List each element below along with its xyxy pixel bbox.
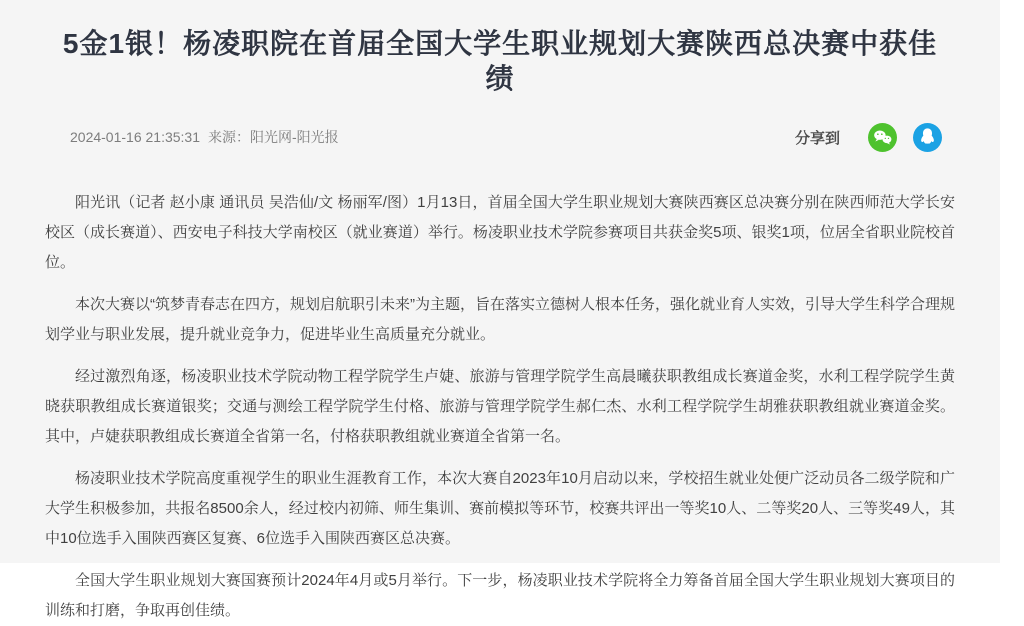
article-paragraph: 经过激烈角逐，杨凌职业技术学院动物工程学院学生卢婕、旅游与管理学院学生高晨曦获职教组成长赛道金奖，水利工程学院学生黄晓获职教组成长赛道银奖；交通与测绘工程学院学生付格、旅游与管理学院学生郝仁杰、水利工程学院学生胡雅获职教组就业赛道金奖。其中，卢婕获职教组成长赛道全省第一名，付格获职教组就业赛道全省第一名。 xyxy=(45,368,955,445)
article-header xyxy=(0,0,1000,152)
article-body xyxy=(0,152,1000,626)
source-label: 来源：阳光网-阳光报 xyxy=(208,129,339,145)
article-paragraph: 本次大赛以“筑梦青春志在四方，规划启航职引未来”为主题，旨在落实立德树人根本任务，强化就业育人实效，引导大学生科学合理规划学业与职业发展，提升就业竞争力，促进毕业生高质量充分就业。 xyxy=(45,296,955,343)
page-title: 5金1银！杨凌职院在首届全国大学生职业规划大赛陕西总决赛中获佳绩 xyxy=(62,28,938,94)
share-to-label: 分享到 xyxy=(794,129,840,147)
share-bar xyxy=(795,123,942,152)
article-paragraph: 阳光讯（记者 赵小康 通讯员 吴浩仙/文 杨丽军/图）1月13日，首届全国大学生职业规划大赛陕西赛区总决赛分别在陕西师范大学长安校区（成长赛道）、西安电子科技大学南校区（就业赛道）举行。杨凌职业技术学院参赛项目共获金奖5项、银奖1项，位居全省职业院校首位。 xyxy=(45,194,955,271)
qq-icon xyxy=(913,123,942,152)
wechat-share-button[interactable] xyxy=(868,123,897,152)
wechat-icon xyxy=(868,123,897,152)
article-paragraph: 杨凌职业技术学院高度重视学生的职业生涯教育工作，本次大赛自2023年10月启动以来，学校招生就业处便广泛动员各二级学院和广大学生积极参加，共报名8500余人，经过校内初筛、师生集训、赛前模拟等环节，校赛共评出一等奖10人、二等奖20人、三等奖49人，其中10位选手入围陕西赛区复赛、6位选手入围陕西赛区总决赛。 xyxy=(45,470,955,547)
qq-share-button[interactable] xyxy=(913,123,942,152)
article-meta-row xyxy=(0,122,1000,152)
article-paragraph: 全国大学生职业规划大赛国赛预计2024年4月或5月举行。下一步，杨凌职业技术学院将全力筹备首届全国大学生职业规划大赛项目的训练和打磨，争取再创佳绩。 xyxy=(45,572,955,619)
article-meta xyxy=(70,127,339,147)
publish-datetime: 2024-01-16 21:35:31 xyxy=(70,129,200,145)
